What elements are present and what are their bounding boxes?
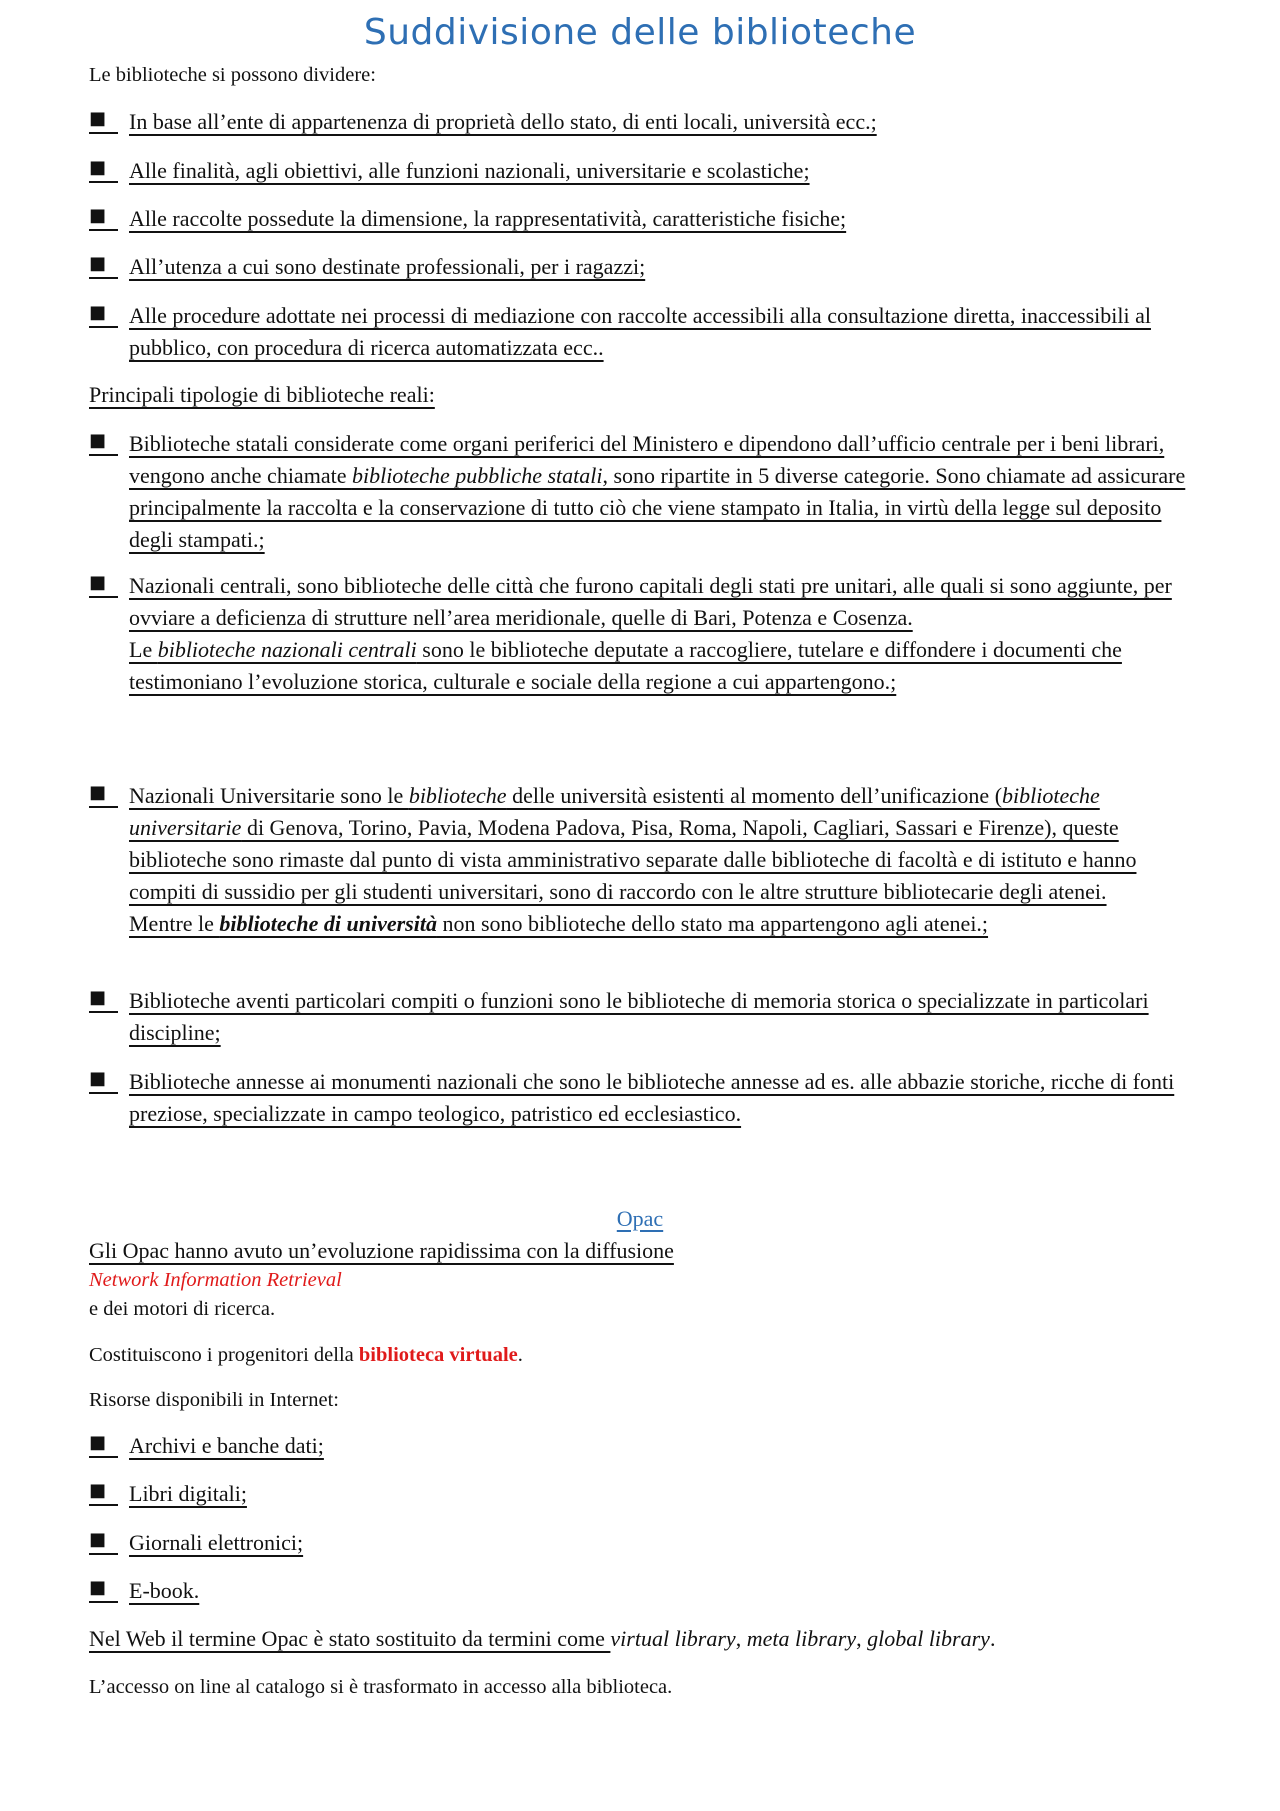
text-run: Nel Web il termine Opac è stato sostituito da termini come bbox=[89, 1626, 611, 1651]
text-run-italic: biblioteche nazionali centrali bbox=[157, 637, 417, 662]
web-text bbox=[89, 1624, 995, 1654]
list-item-text: Libri digitali; bbox=[129, 1481, 247, 1506]
list-item bbox=[89, 1575, 1199, 1607]
text-run: Nazionali centrali, sono biblioteche delle città che furono capitali degli stati pre unitari, alle quali si sono aggiunte, per ovviare a deficienza di strutture nell’area meridionale, quelle di Bari, Potenza e Cosenza. bbox=[129, 573, 1172, 630]
bullet-square-icon: ■ bbox=[89, 1575, 118, 1603]
section-heading bbox=[89, 380, 435, 410]
list-item-text: Alle raccolte possedute la dimensione, la rappresentatività, caratteristiche fisiche; bbox=[129, 206, 847, 231]
list-item-text: Biblioteche aventi particolari compiti o funzioni sono le biblioteche di memoria storica o specializzate in particolari discipline; bbox=[129, 988, 1149, 1045]
progenitori-text bbox=[89, 1342, 523, 1368]
bullet-square-icon: ■ bbox=[89, 428, 118, 456]
list-item-text: Giornali elettronici; bbox=[129, 1530, 304, 1555]
list-item-text: Alle procedure adottate nei processi di mediazione con raccolte accessibili alla consultazione diretta, inaccessibili al pubblico, con procedura di ricerca automatizzata ecc.. bbox=[129, 303, 1151, 360]
list-item-particolari bbox=[89, 985, 1199, 1049]
list-item-text: Biblioteche annesse ai monumenti nazionali che sono le biblioteche annesse ad es. alle abbazie storiche, ricche di fonti preziose, specializzate in campo teologico, patristico ed ecclesiastico. bbox=[129, 1069, 1175, 1126]
list-item-universitarie bbox=[89, 780, 1199, 940]
text-run: Le bbox=[129, 637, 158, 662]
page-title: Suddivisione delle biblioteche bbox=[363, 12, 917, 53]
bullet-square-icon: ■ bbox=[89, 155, 118, 183]
list-item bbox=[89, 155, 1199, 187]
text-run: sono le biblioteche deputate a raccogliere, tutelare e diffondere i documenti che testimoniano l’evoluzione storica, culturale e sociale della regione a cui appartengono.; bbox=[129, 637, 1122, 694]
list-item-nazionali-centrali bbox=[89, 570, 1199, 698]
network-information-retrieval: Network Information Retrieval bbox=[89, 1269, 342, 1291]
bullet-square-icon: ■ bbox=[89, 203, 118, 231]
list-item bbox=[89, 300, 1199, 364]
list-item-text: Alle finalità, agli obiettivi, alle funzioni nazionali, universitarie e scolastiche; bbox=[129, 158, 810, 183]
accesso-text: L’accesso on line al catalogo si è trasformato in accesso alla biblioteca. bbox=[89, 1676, 673, 1698]
text-run: , sono ripartite in 5 diverse categorie. Sono chiamate ad assicurare principalmente la raccolta e la conservazione di tutto ciò che viene stampato in Italia, in virtù della legge sul deposito degli stampati.; bbox=[129, 463, 1186, 552]
text-run: , bbox=[856, 1626, 868, 1651]
typologies-heading: Principali tipologie di biblioteche reali: bbox=[89, 382, 435, 407]
text-run: Costituiscono i progenitori della bbox=[89, 1344, 359, 1366]
list-item-monumenti bbox=[89, 1066, 1199, 1130]
text-run: delle università esistenti al momento dell’unificazione ( bbox=[506, 783, 1003, 808]
list-item-statali bbox=[89, 428, 1199, 556]
bullet-square-icon: ■ bbox=[89, 300, 118, 328]
opac-heading-link[interactable]: Opac bbox=[616, 1206, 664, 1231]
bullet-square-icon: ■ bbox=[89, 106, 118, 134]
list-item bbox=[89, 203, 1199, 235]
text-run: di Genova, Torino, Pavia, Modena Padova, Pisa, Roma, Napoli, Cagliari, Sassari e Firenze), queste biblioteche sono rimaste dal punto di vista amministrativo separate dalle biblioteche di facoltà e di istituto e hanno compiti di sussidio per gli studenti universitari, sono di raccordo con le altre strutture bibliotecarie degli atenei. bbox=[129, 815, 1137, 904]
intro-text: Le biblioteche si possono dividere: bbox=[89, 64, 376, 86]
bullet-square-icon: ■ bbox=[89, 1066, 118, 1094]
text-run-italic: global library bbox=[867, 1626, 990, 1651]
text-run: , bbox=[735, 1626, 747, 1651]
list-item-text: In base all’ente di appartenenza di proprietà dello stato, di enti locali, università ecc.; bbox=[129, 109, 877, 134]
risorse-heading: Risorse disponibili in Internet: bbox=[89, 1389, 339, 1411]
bullet-square-icon: ■ bbox=[89, 1527, 118, 1555]
opac-line bbox=[89, 1267, 342, 1293]
biblioteca-virtuale: biblioteca virtuale bbox=[358, 1344, 518, 1366]
bullet-square-icon: ■ bbox=[89, 780, 118, 808]
bullet-square-icon: ■ bbox=[89, 251, 118, 279]
opac-heading[interactable] bbox=[0, 1206, 1280, 1232]
list-item bbox=[89, 106, 1199, 138]
bullet-square-icon: ■ bbox=[89, 985, 118, 1013]
text-run: Biblioteche statali considerate come organi periferici del Ministero e dipendono dall’ufficio centrale per i beni librari, vengono anche chiamate bbox=[129, 431, 1165, 488]
list-item-text: E-book. bbox=[129, 1578, 200, 1603]
list-item-text: Archivi e banche dati; bbox=[129, 1433, 324, 1458]
text-run: Mentre le bbox=[129, 911, 220, 936]
opac-line bbox=[89, 1236, 674, 1266]
bullet-square-icon: ■ bbox=[89, 570, 118, 598]
text-run: . bbox=[517, 1344, 523, 1366]
list-item bbox=[89, 1478, 1199, 1510]
text-run-italic: biblioteche universitarie bbox=[129, 783, 1100, 840]
text-run-italic: biblioteche bbox=[408, 783, 507, 808]
bullet-square-icon: ■ bbox=[89, 1430, 118, 1458]
text-run-italic: biblioteche pubbliche statali bbox=[351, 463, 603, 488]
bullet-square-icon: ■ bbox=[89, 1478, 118, 1506]
list-item bbox=[89, 251, 1199, 283]
opac-line-3: e dei motori di ricerca. bbox=[89, 1298, 276, 1320]
text-run-italic: meta library bbox=[746, 1626, 857, 1651]
text-run: non sono biblioteche dello stato ma appartengono agli atenei.; bbox=[436, 911, 989, 936]
text-run-italic: virtual library bbox=[610, 1626, 736, 1651]
opac-line-1: Gli Opac hanno avuto un’evoluzione rapidissima con la diffusione bbox=[89, 1238, 674, 1263]
list-item bbox=[89, 1430, 1199, 1462]
text-run-bold-italic: biblioteche di università bbox=[219, 911, 437, 936]
list-item bbox=[89, 1527, 1199, 1559]
text-run: . bbox=[989, 1626, 996, 1651]
list-item-text: All’utenza a cui sono destinate professionali, per i ragazzi; bbox=[129, 254, 646, 279]
text-run: Nazionali Universitarie sono le bbox=[129, 783, 409, 808]
